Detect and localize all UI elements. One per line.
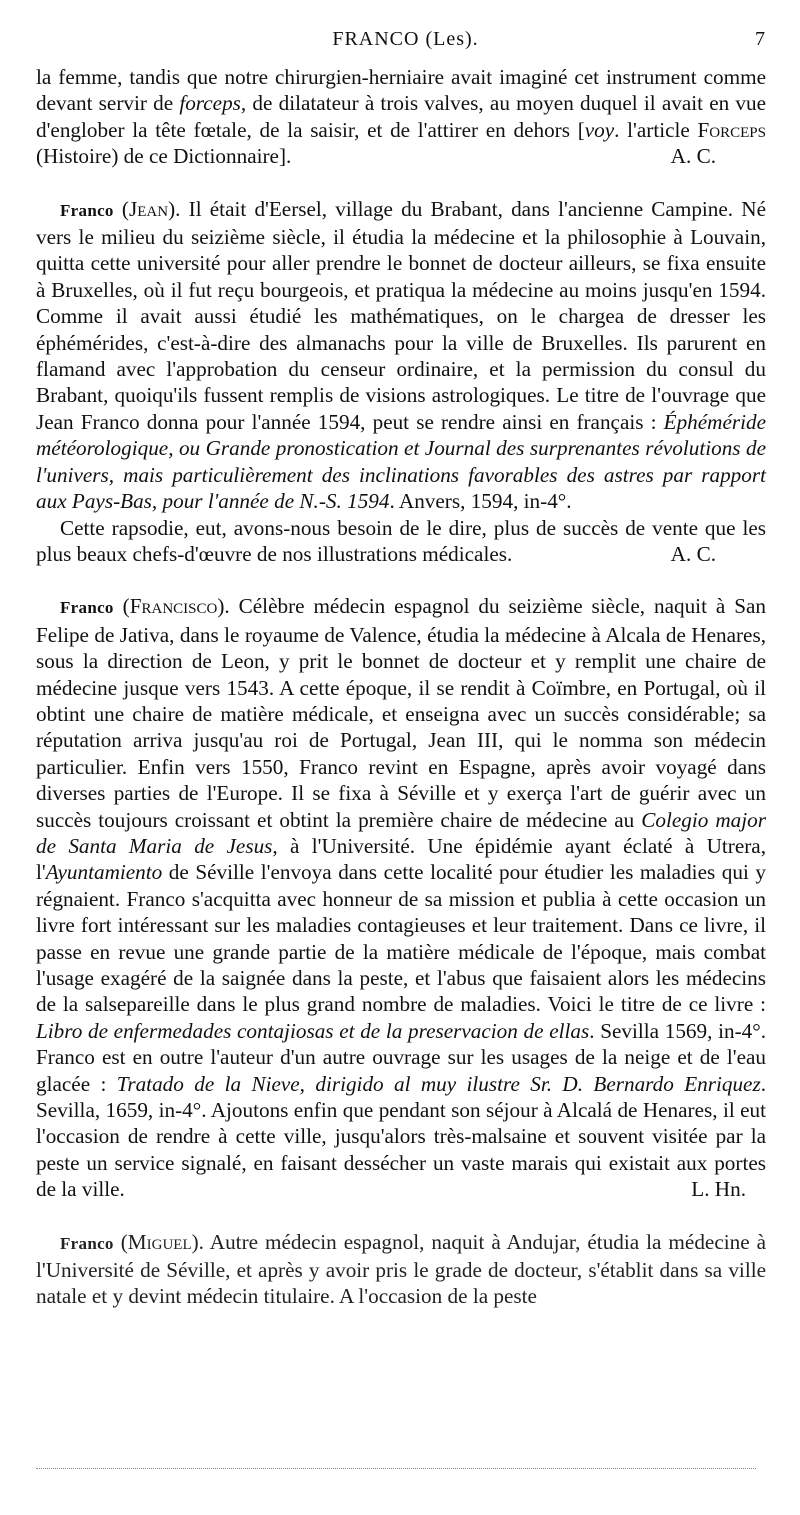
entry-franco-jean — [36, 196, 766, 568]
signature: L. Hn. — [691, 1177, 746, 1202]
entry-franco-miguel — [36, 1229, 766, 1310]
signature: A. C. — [670, 144, 716, 169]
entry-headword: Franco — [60, 200, 114, 220]
entry-headword: Franco — [60, 598, 114, 618]
entry-given-name: Miguel — [127, 1229, 192, 1254]
entry-franco-francisco — [36, 593, 766, 1202]
entry-given-name: Francisco — [129, 594, 218, 619]
footer-dotted-rule — [36, 1468, 756, 1469]
signature: A. C. — [670, 541, 716, 566]
paragraph: Franco (Francisco). Célèbre médecin espagnol du seizième siècle, naquit à San Felipe de Jativa, dans le royaume de Valence, étudia la médecine à Alcala de Henares, sous la direction de Leon, y prit le bonnet de docteur et y remplit une chaire de médecine jusque vers 1543. A cette époque, il se rendit à Coïmbre, en Portugal, où il obtint une chaire de matière médicale, et enseigna avec un succès considérable; sa réputation arriva jusqu'au roi de Portugal, Jean III, qui le nomma son médecin particulier. Enfin vers 1550, Franco revint en Espagne, après avoir voyagé dans diverses parties de l'Europe. Il se fixa à Séville et y exerça l'art de guérir avec un succès toujours croissant et obtint la première chaire de médecine au Colegio major de Santa Maria de Jesus, à l'Université. Une épidémie ayant éclaté à Utrera, l'Ayuntamiento de Séville l'envoya dans cette localité pour étudier les maladies qui y régnaient. Franco s'acquitta avec honneur de sa mission et publia à cette occasion un livre fort intéressant sur les maladies contagieuses et leur traitement. Dans ce livre, il passe en revue une grande partie de la matière médicale de l'époque, mais combat l'usage exagéré de la saignée dans la peste, et l'abus que faisaient alors les médecins de la salsepareille dans le plus grand nombre de maladies. Voici le titre de ce livre : Libro de enfermedades contajiosas et de la preservacion de ellas. Sevilla 1569, in-4°. Franco est en outre l'auteur d'un autre ouvrage sur les usages de la neige et de l'eau glacée : Tratado de la Nieve, dirigido al muy ilustre Sr. D. Bernardo Enriquez. Sevilla, 1659, in-4°. Ajoutons enfin que pendant son séjour à Alcalá de Henares, il eut l'occasion de rendre à cette ville, jusqu'alors très-malsaine et souvent visitée par la peste un service signalé, en faisant dessécher un vaste marais qui existait aux portes de la ville. L. Hn. — [36, 594, 766, 1202]
paragraph: Cette rapsodie, eut, avons-nous besoin de le dire, plus de succès de vente que les plus beaux chefs-d'œuvre de nos illustrations médicales. A. C. — [36, 515, 766, 566]
entry-continuation — [36, 64, 766, 170]
entry-headword: Franco — [60, 1233, 114, 1253]
paragraph: la femme, tandis que notre chirurgien-herniaire avait imaginé cet instrument comme devant servir de forceps, de dilatateur à trois valves, au moyen duquel il avait en vue d'englober la tête fœtale, de la saisir, et de l'attirer en dehors [voy. l'article Forceps (Histoire) de ce Dictionnaire]. A. C. — [36, 65, 767, 169]
entry-given-name: Jean — [129, 196, 169, 221]
running-header — [36, 28, 766, 64]
paragraph: Franco (Miguel). Autre médecin espagnol, naquit à Andujar, étudia la médecine à l'Université de Séville, et après y avoir pris le grade de docteur, s'établit dans sa ville natale et y devint médecin titulaire. A l'occasion de la peste — [36, 1229, 766, 1309]
page — [36, 28, 766, 1310]
running-title: FRANCO (Les). — [332, 28, 479, 50]
paragraph: Franco (Jean). Il était d'Eersel, village du Brabant, dans l'ancienne Campine. Né vers le milieu du seizième siècle, il étudia la médecine et la philosophie à Louvain, quitta cette université pour aller prendre le bonnet de docteur ailleurs, se fixa ensuite à Bruxelles, où il fut reçu bourgeois, et pratiqua la médecine au moins jusqu'en 1594. Comme il avait aussi étudié les mathématiques, on le chargea de dresser les éphémérides, c'est-à-dire des almanachs pour la ville de Bruxelles. Ils parurent en flamand avec l'approbation du censeur ordinaire, et la permission du consul du Brabant, quoiqu'ils fussent remplis de visions astrologiques. Le titre de l'ouvrage que Jean Franco donna pour l'année 1594, peut se rendre ainsi en français : Éphéméride météorologique, ou Grande pronostication et Journal des surprenantes révolutions de l'univers, mais particulièrement des inclinations favorables des astres par rapport aux Pays-Bas, pour l'année de N.-S. 1594. Anvers, 1594, in-4°. — [36, 196, 766, 514]
page-number: 7 — [755, 28, 766, 50]
